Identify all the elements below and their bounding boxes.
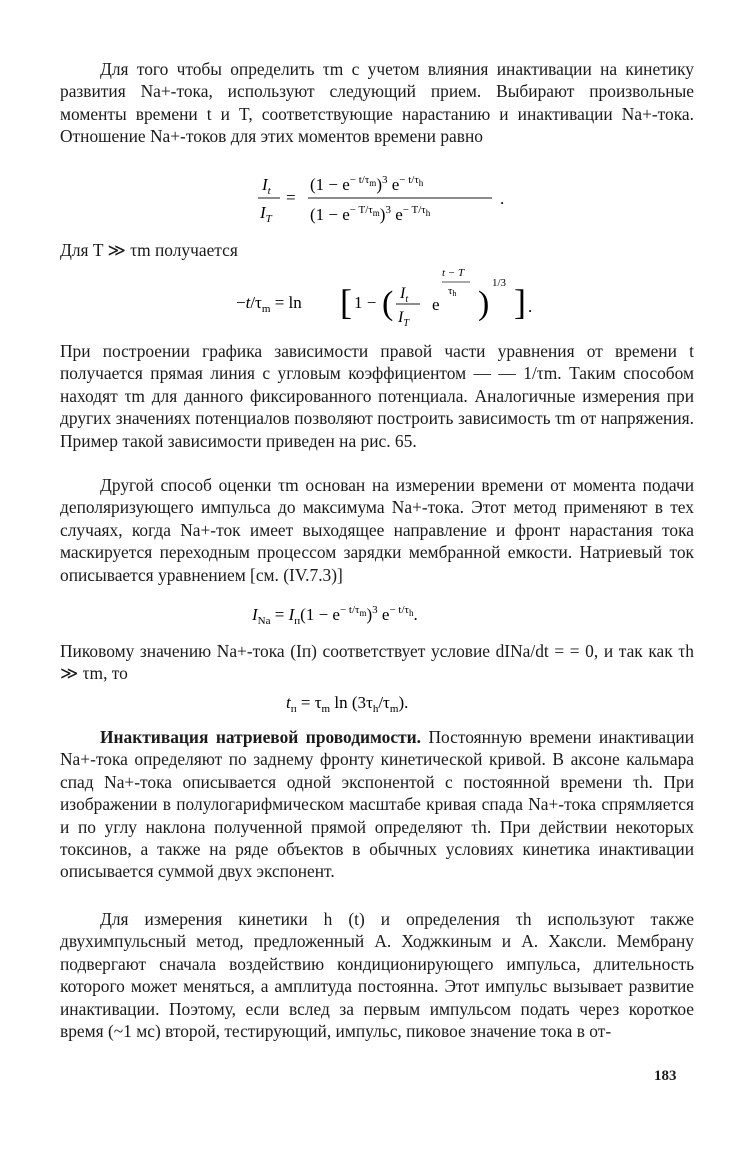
formula-1-rhs-numerator: $(1 - e^{- t/\tau}m)^3$ $e^{- t/\tau}h$: [310, 174, 424, 194]
paragraph-3-text: Другой способ оценки τm основан на измерении времени от момента подачи деполяризующего импульса до максимума Na+-тока. Этот метод применяют в тех случаях, когда Na+-ток имеет выходящее направление и фронт нарастания тока маскируется переходным процессом зарядки мембранной емкости. Натриевый ток описывается уравнением [см. (IV.7.3)]: [60, 475, 694, 585]
formula-sodium-current: [252, 596, 512, 630]
formula-log: [236, 262, 546, 334]
svg-text:e: e: [432, 295, 440, 314]
formula-condition-text: Для T ≫ τm получается: [60, 240, 238, 260]
formula-1-equals: =: [286, 188, 296, 207]
svg-text:1 −: 1 −: [354, 293, 377, 312]
svg-text:.: .: [500, 189, 505, 208]
svg-text:1/3: 1/3: [492, 277, 507, 289]
paragraph-5-body: Постоянную времени инактивации Na+-тока определяют по заднему фронту кинетической кривой. В аксоне кальмара спад Na+-тока описывается одной экспонентой с постоянной времени τh. При изображении в полулогарифмическом масштабе кривая спада Na+-тока спрямляется и по углу наклона полученной прямой определяют τh. При действии некоторых токсинов, а также на ряде объектов в обычных условиях кинетика инактивации описывается суммой двух экспонент.: [60, 727, 694, 882]
page-number: 183: [654, 1068, 677, 1084]
formula-ratio: [256, 168, 516, 228]
formula-1-rhs-denominator: $(1 - e^{- T/\tau}m)^3$ $e^{- T/\tau}h$: [310, 204, 431, 224]
svg-text:IT: $I_T$: [398, 309, 409, 329]
formula-1-lhs-numerator: $I_t$: [262, 175, 271, 197]
paragraph-1-text: Для того чтобы определить τm с учетом влияния инактивации на кинетику развития Na+-тока, используют следующий прием. Выбирают произвольные моменты времени t и T, соответствующие нарастанию и инактивации Na+-тока. Отношение Na+-токов для этих моментов времени равно: [60, 59, 694, 147]
paragraph-5: [60, 726, 694, 883]
svg-text:): ): [478, 285, 490, 322]
svg-text:]: ]: [514, 282, 526, 322]
svg-text:t − T: t − T: [442, 267, 465, 279]
formula-2-lhs: $-t/\tau_m = \ln$: [236, 293, 302, 315]
svg-text:[: [: [340, 282, 352, 322]
paragraph-6-text: Для измерения кинетики h (t) и определения τh используют также двухимпульсный метод, предложенный А. Ходжкиным и А. Хаксли. Мембрану подвергают сначала воздействию кондиционирующего импульса, длительность которого может меняться, а амплитуда постоянна. Этот импульс вызывает развитие инактивации. Поэтому, если вслед за первым импульсом подать через короткое время (~1 мс) второй, тестирующий, импульс, пиковое значение тока в от-: [60, 909, 694, 1042]
svg-text:.: .: [528, 297, 533, 316]
formula-peak-time: [286, 686, 486, 716]
paragraph-4-text: Пиковому значению Na+-тока (Iп) соответствует условие dINa/dt = = 0, и так как τh ≫ τm, то: [60, 641, 694, 684]
paragraph-1: [60, 58, 694, 148]
svg-text:It: $I_t$: [400, 285, 409, 305]
paragraph-5-text: [60, 726, 694, 883]
paragraph-3: [60, 474, 694, 586]
svg-text:(: (: [382, 285, 394, 322]
section-heading-inactivation: Инактивация натриевой проводимости.: [100, 727, 421, 747]
svg-text:tп = τm ln (3τh/τm).: $t_п = \tau_m$ $\ln (3\tau_h/\tau_m)$.: [286, 693, 409, 715]
formula-1-lhs-denominator: $I_T$: [260, 203, 272, 225]
paragraph-2: [60, 340, 694, 452]
paragraph-6: [60, 908, 694, 1042]
svg-text:τh: τh: [448, 285, 457, 298]
svg-text:INa = Iп(1 − e− t/τm)3 e− t/τh: $I_{Na} = I_п(1 - e^{- t/\tau}m)^3$ $e^{- t/\tau}h$.: [252, 604, 418, 627]
paragraph-4: [60, 640, 694, 685]
paragraph-2-text: При построении графика зависимости правой части уравнения от времени t получается прямая линия с угловым коэффициентом — — 1/τm. Таким способом находят τm для данного фиксированного потенциала. Аналогичные измерения при других значениях потенциалов позволяют построить зависимость τm от напряжения. Пример такой зависимости приведен на рис. 65.: [60, 341, 694, 451]
